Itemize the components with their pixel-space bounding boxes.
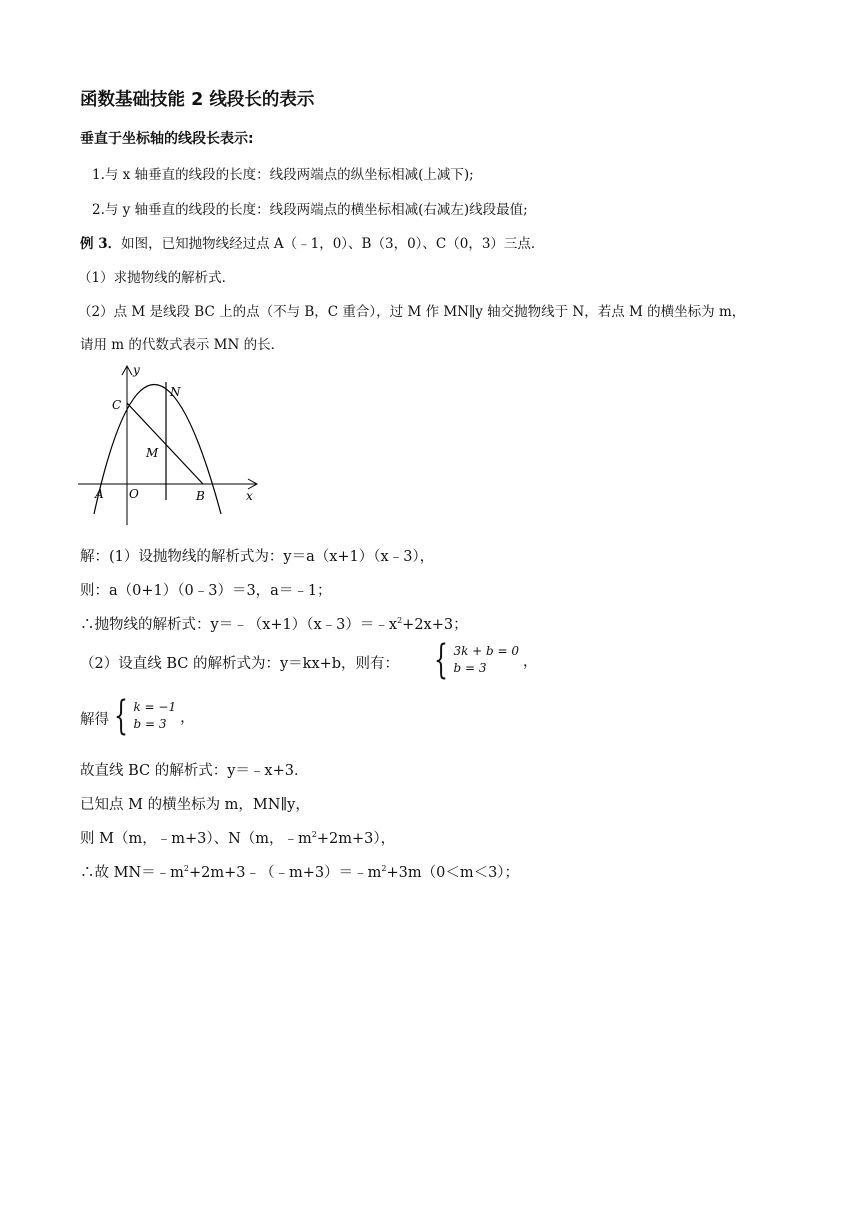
solution-step-9 <box>80 861 519 882</box>
label-y: y <box>133 363 140 377</box>
system-2-comma: ， <box>180 709 195 726</box>
system-2-row-2: b = 3 <box>133 717 167 731</box>
label-a: A <box>95 487 104 501</box>
solution-step-4: （2）设直线 BC 的解析式为：y＝kx+b，则有： <box>80 656 400 672</box>
left-brace: { <box>434 637 448 683</box>
solution-step-8 <box>80 827 395 848</box>
solution-step-3 <box>80 613 468 634</box>
page-title: 函数基础技能 2 线段长的表示 <box>80 90 315 110</box>
solution-step-5: 解得 <box>80 712 109 728</box>
solution-step-8-text: 则 M（m，﹣m+3）、N（m，﹣m <box>80 831 312 847</box>
rule-2: 2.与 y 轴垂直的线段的长度：线段两端点的横坐标相减(右减左)线段最值; <box>92 202 528 218</box>
solution-step-3-text: ∴抛物线的解析式：y＝﹣（x+1）（x﹣3）＝﹣x <box>80 617 398 633</box>
label-o: O <box>129 487 139 501</box>
left-brace: { <box>114 693 128 739</box>
solution-step-2: 则：a（0+1）（0﹣3）＝3，a＝﹣1； <box>80 583 332 599</box>
solution-step-9-a: ∴故 MN＝﹣m <box>80 865 184 881</box>
example-text: 如图，已知抛物线经过点 A（﹣1，0）、B（3，0）、C（0，3）三点． <box>121 236 545 252</box>
example-label: 例 3． <box>80 236 122 252</box>
solution-step-8-end: +2m+3）， <box>316 831 396 847</box>
system-1-row-1: 3k + b = 0 <box>453 644 520 658</box>
system-1-comma: ， <box>523 653 538 670</box>
question-2-line-2: 请用 m 的代数式表示 MN 的长． <box>80 337 285 353</box>
solution-step-3-end: +2x+3； <box>402 617 468 633</box>
label-n: N <box>170 385 181 399</box>
exponent: 2 <box>311 830 317 839</box>
segment-bc <box>127 403 203 484</box>
system-2-row-1: k = −1 <box>133 700 177 714</box>
solution-step-7: 已知点 M 的横坐标为 m，MN∥y， <box>80 797 310 813</box>
solution-step-9-b: +2m+3﹣（﹣m+3）＝﹣m <box>189 865 382 881</box>
subheading: 垂直于坐标轴的线段长表示: <box>80 131 254 147</box>
label-b: B <box>196 489 205 503</box>
question-1: （1）求抛物线的解析式． <box>78 270 236 286</box>
exponent: 2 <box>397 616 403 625</box>
solution-step-9-c: +3m（0＜m＜3）； <box>386 865 520 881</box>
label-x: x <box>246 489 253 503</box>
exponent: 2 <box>183 864 189 873</box>
solution-step-1: 解：(1）设抛物线的解析式为：y＝a（x+1）（x﹣3）， <box>80 549 435 565</box>
example-statement <box>80 232 544 252</box>
rule-1: 1.与 x 轴垂直的线段的长度：线段两端点的纵坐标相减(上减下); <box>92 167 474 183</box>
equation-system-2 <box>114 693 195 739</box>
label-c: C <box>112 398 122 412</box>
question-2-line-1: （2）点 M 是线段 BC 上的点（不与 B，C 重合），过 M 作 MN∥y 轴交抛物线于 N，若点 M 的横坐标为 m， <box>78 304 746 320</box>
label-m: M <box>146 446 159 460</box>
solution-step-6: 故直线 BC 的解析式：y＝﹣x+3． <box>80 763 309 779</box>
equation-system-1 <box>434 637 538 683</box>
exponent: 2 <box>381 864 387 873</box>
parabola-figure <box>76 362 266 528</box>
system-1-row-2: b = 3 <box>453 661 487 675</box>
